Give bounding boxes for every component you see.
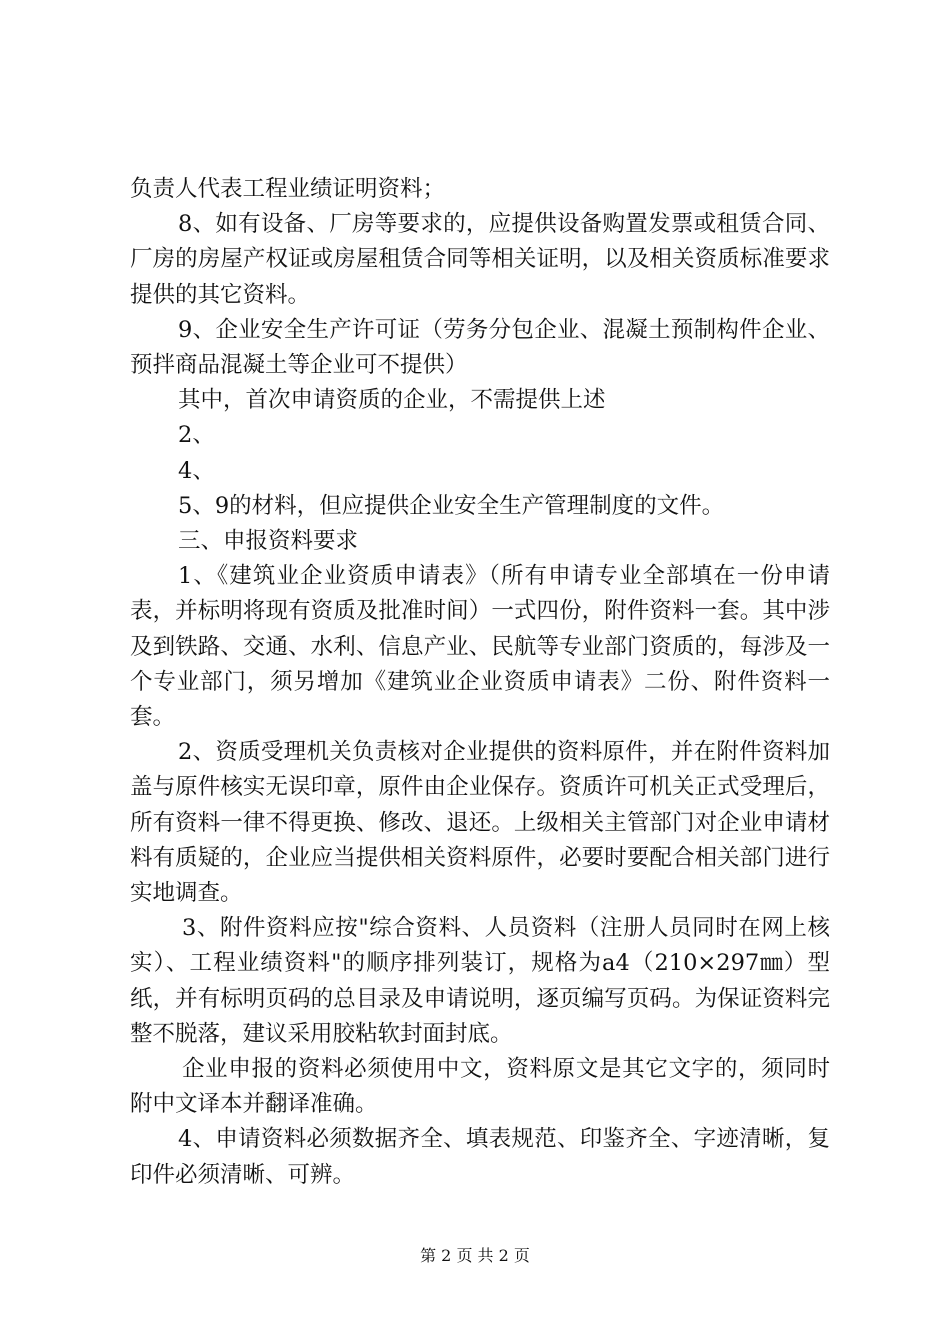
paragraph-5: 2、 [178,422,215,449]
paragraph-2: 8、如有设备、厂房等要求的，应提供设备购置发票或租赁合同、厂房的房屋产权证或房屋租赁合同等相关证明，以及相关资质标准要求提供的其它资料。 [130,211,830,308]
section-heading: 三、申报资料要求 [178,528,359,555]
paragraph-7: 5、9的材料，但应提供企业安全生产管理制度的文件。 [178,492,725,519]
paragraph-9: 1、《建筑业企业资质申请表》（所有申请专业全部填在一份申请表，并标明将现有资质及批准时间）一式四份，附件资料一套。其中涉及到铁路、交通、水利、信息产业、民航等专业部门资质的，每涉及一个专业部门，须另增加《建筑业企业资质申请表》二份、附件资料一套。 [130,563,830,731]
paragraph-11: 3、附件资料应按"综合资料、人员资料（注册人员同时在网上核实）、工程业绩资料"的顺序排列装订，规格为a4（210×297㎜）型纸，并有标明页码的总目录及申请说明，逐页编写页码。为保证资料完整不脱落，建议采用胶粘软封面封底。 [130,915,830,1047]
page-number-footer: 第 2 页 共 2 页 [420,1246,530,1265]
paragraph-13: 4、申请资料必须数据齐全、填表规范、印鉴齐全、字迹清晰，复印件必须清晰、可辨。 [130,1126,830,1188]
paragraph-6: 4、 [178,457,215,484]
paragraph-1: 负责人代表工程业绩证明资料； [130,176,446,202]
paragraph-3: 9、企业安全生产许可证（劳务分包企业、混凝土预制构件企业、预拌商品混凝土等企业可不提供） [130,316,830,379]
paragraph-4: 其中，首次申请资质的企业，不需提供上述 [178,387,606,414]
paragraph-10: 2、资质受理机关负责核对企业提供的资料原件，并在附件资料加盖与原件核实无误印章，原件由企业保存。资质许可机关正式受理后，所有资料一律不得更换、修改、退还。上级相关主管部门对企业申请材料有质疑的，企业应当提供相关资料原件，必要时要配合相关部门进行实地调查。 [130,739,830,907]
document-body [130,172,830,1193]
paragraph-12: 企业申报的资料必须使用中文，资料原文是其它文字的，须同时附中文译本并翻译准确。 [130,1056,830,1118]
